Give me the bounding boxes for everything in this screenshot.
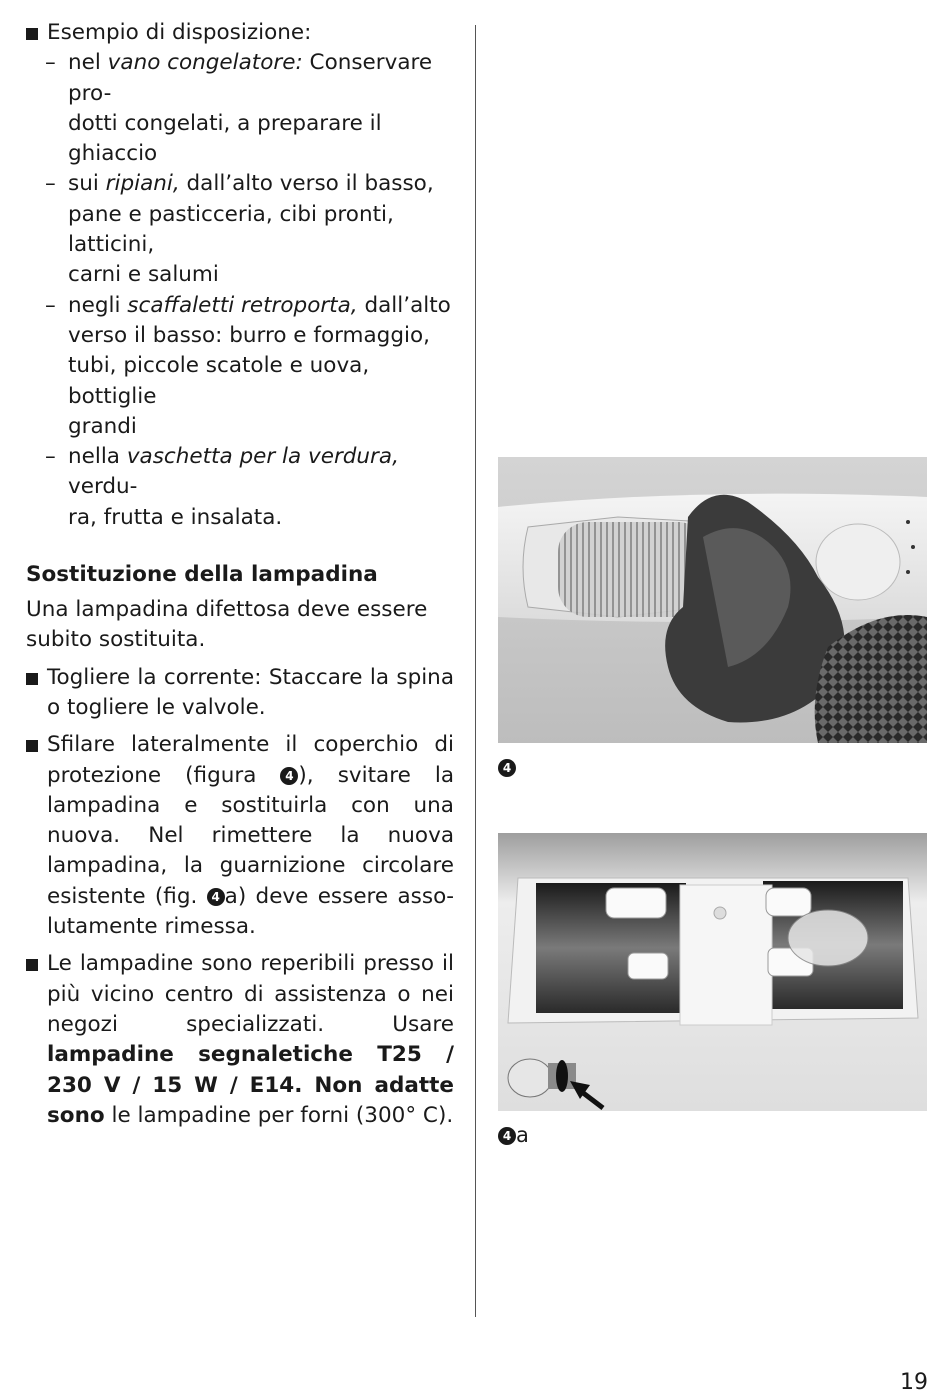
figure-4-photo (498, 457, 927, 743)
figure-ref-badge: 4 (207, 888, 225, 906)
intro-paragraph: Una lampadina difettosa deve essere subito sostituita. (26, 597, 428, 653)
figure-number-badge: 4 (498, 759, 516, 777)
section-heading: Sostituzione della lampadina (26, 562, 378, 588)
figure-ref-badge: 4 (280, 767, 298, 785)
arrangement-list (26, 48, 456, 533)
arrangement-item: – nella vaschetta per la verdura, verdu- ra, frutta e insalata. (45, 444, 399, 530)
lamp-housing-illustration (498, 833, 927, 1111)
figure-4a-photo (498, 833, 927, 1111)
location-name: scaffaletti retroporta, (127, 292, 358, 318)
page-number: 19 (900, 1370, 928, 1395)
bulb-spec: lampadine segnaletiche T25 / 230 V / 15 W / E14. Non adatte sono (47, 1042, 454, 1128)
figure-4-caption (498, 755, 516, 779)
figure-number-badge: 4 (498, 1127, 516, 1145)
bullet-square (26, 740, 38, 752)
dash-marker: – (45, 292, 56, 318)
example-intro: Esempio di disposizione: (26, 18, 456, 48)
figure-4a-caption: 4 a (498, 1123, 529, 1147)
step-replace-bulb: Sfilare lateralmente il coperchio di protezione (figura 4 ), svitare la lampadina e sostituirla con una nuova. Nel rimettere la nuova lampadina, la guarnizione circolare esistente (fig. 4 a) deve essere assolutamente rimessa. (26, 730, 454, 942)
dash-marker: – (45, 171, 56, 197)
location-name: vaschetta per la verdura, (126, 444, 399, 470)
dash-marker: – (45, 50, 56, 76)
left-column (26, 18, 456, 1131)
step-disconnect-power: Togliere la corrente: Staccare la spina o togliere le valvole. (26, 663, 454, 724)
bullet-square (26, 28, 38, 40)
step-bulb-availability: Le lampadine sono reperibili presso il più vicino centro di assistenza o nei negozi specializzati. Usare lampadine segnaletiche T25 / 230 V / 15 W / E14. Non adatte sono le lampadine per forni (300° C). (26, 949, 454, 1131)
lamp-cover-illustration (498, 457, 927, 743)
arrangement-item: – negli scaffaletti retroporta, dall’alto verso il basso: burro e formaggio, tubi, piccole scatole e uova, bottiglie grandi (45, 292, 451, 439)
dash-marker: – (45, 444, 56, 470)
bullet-square (26, 959, 38, 971)
column-divider (475, 25, 476, 1317)
bullet-square (26, 673, 38, 685)
location-name: ripiani, (105, 171, 180, 197)
arrangement-item: – sui ripiani, dall’alto verso il basso, pane e pasticceria, cibi pronti, latticini, carni e salumi (45, 171, 434, 288)
arrangement-item: – nel vano congelatore: Conservare pro- dotti congelati, a preparare il ghiaccio (45, 50, 433, 167)
location-name: vano congelatore: (107, 50, 303, 76)
